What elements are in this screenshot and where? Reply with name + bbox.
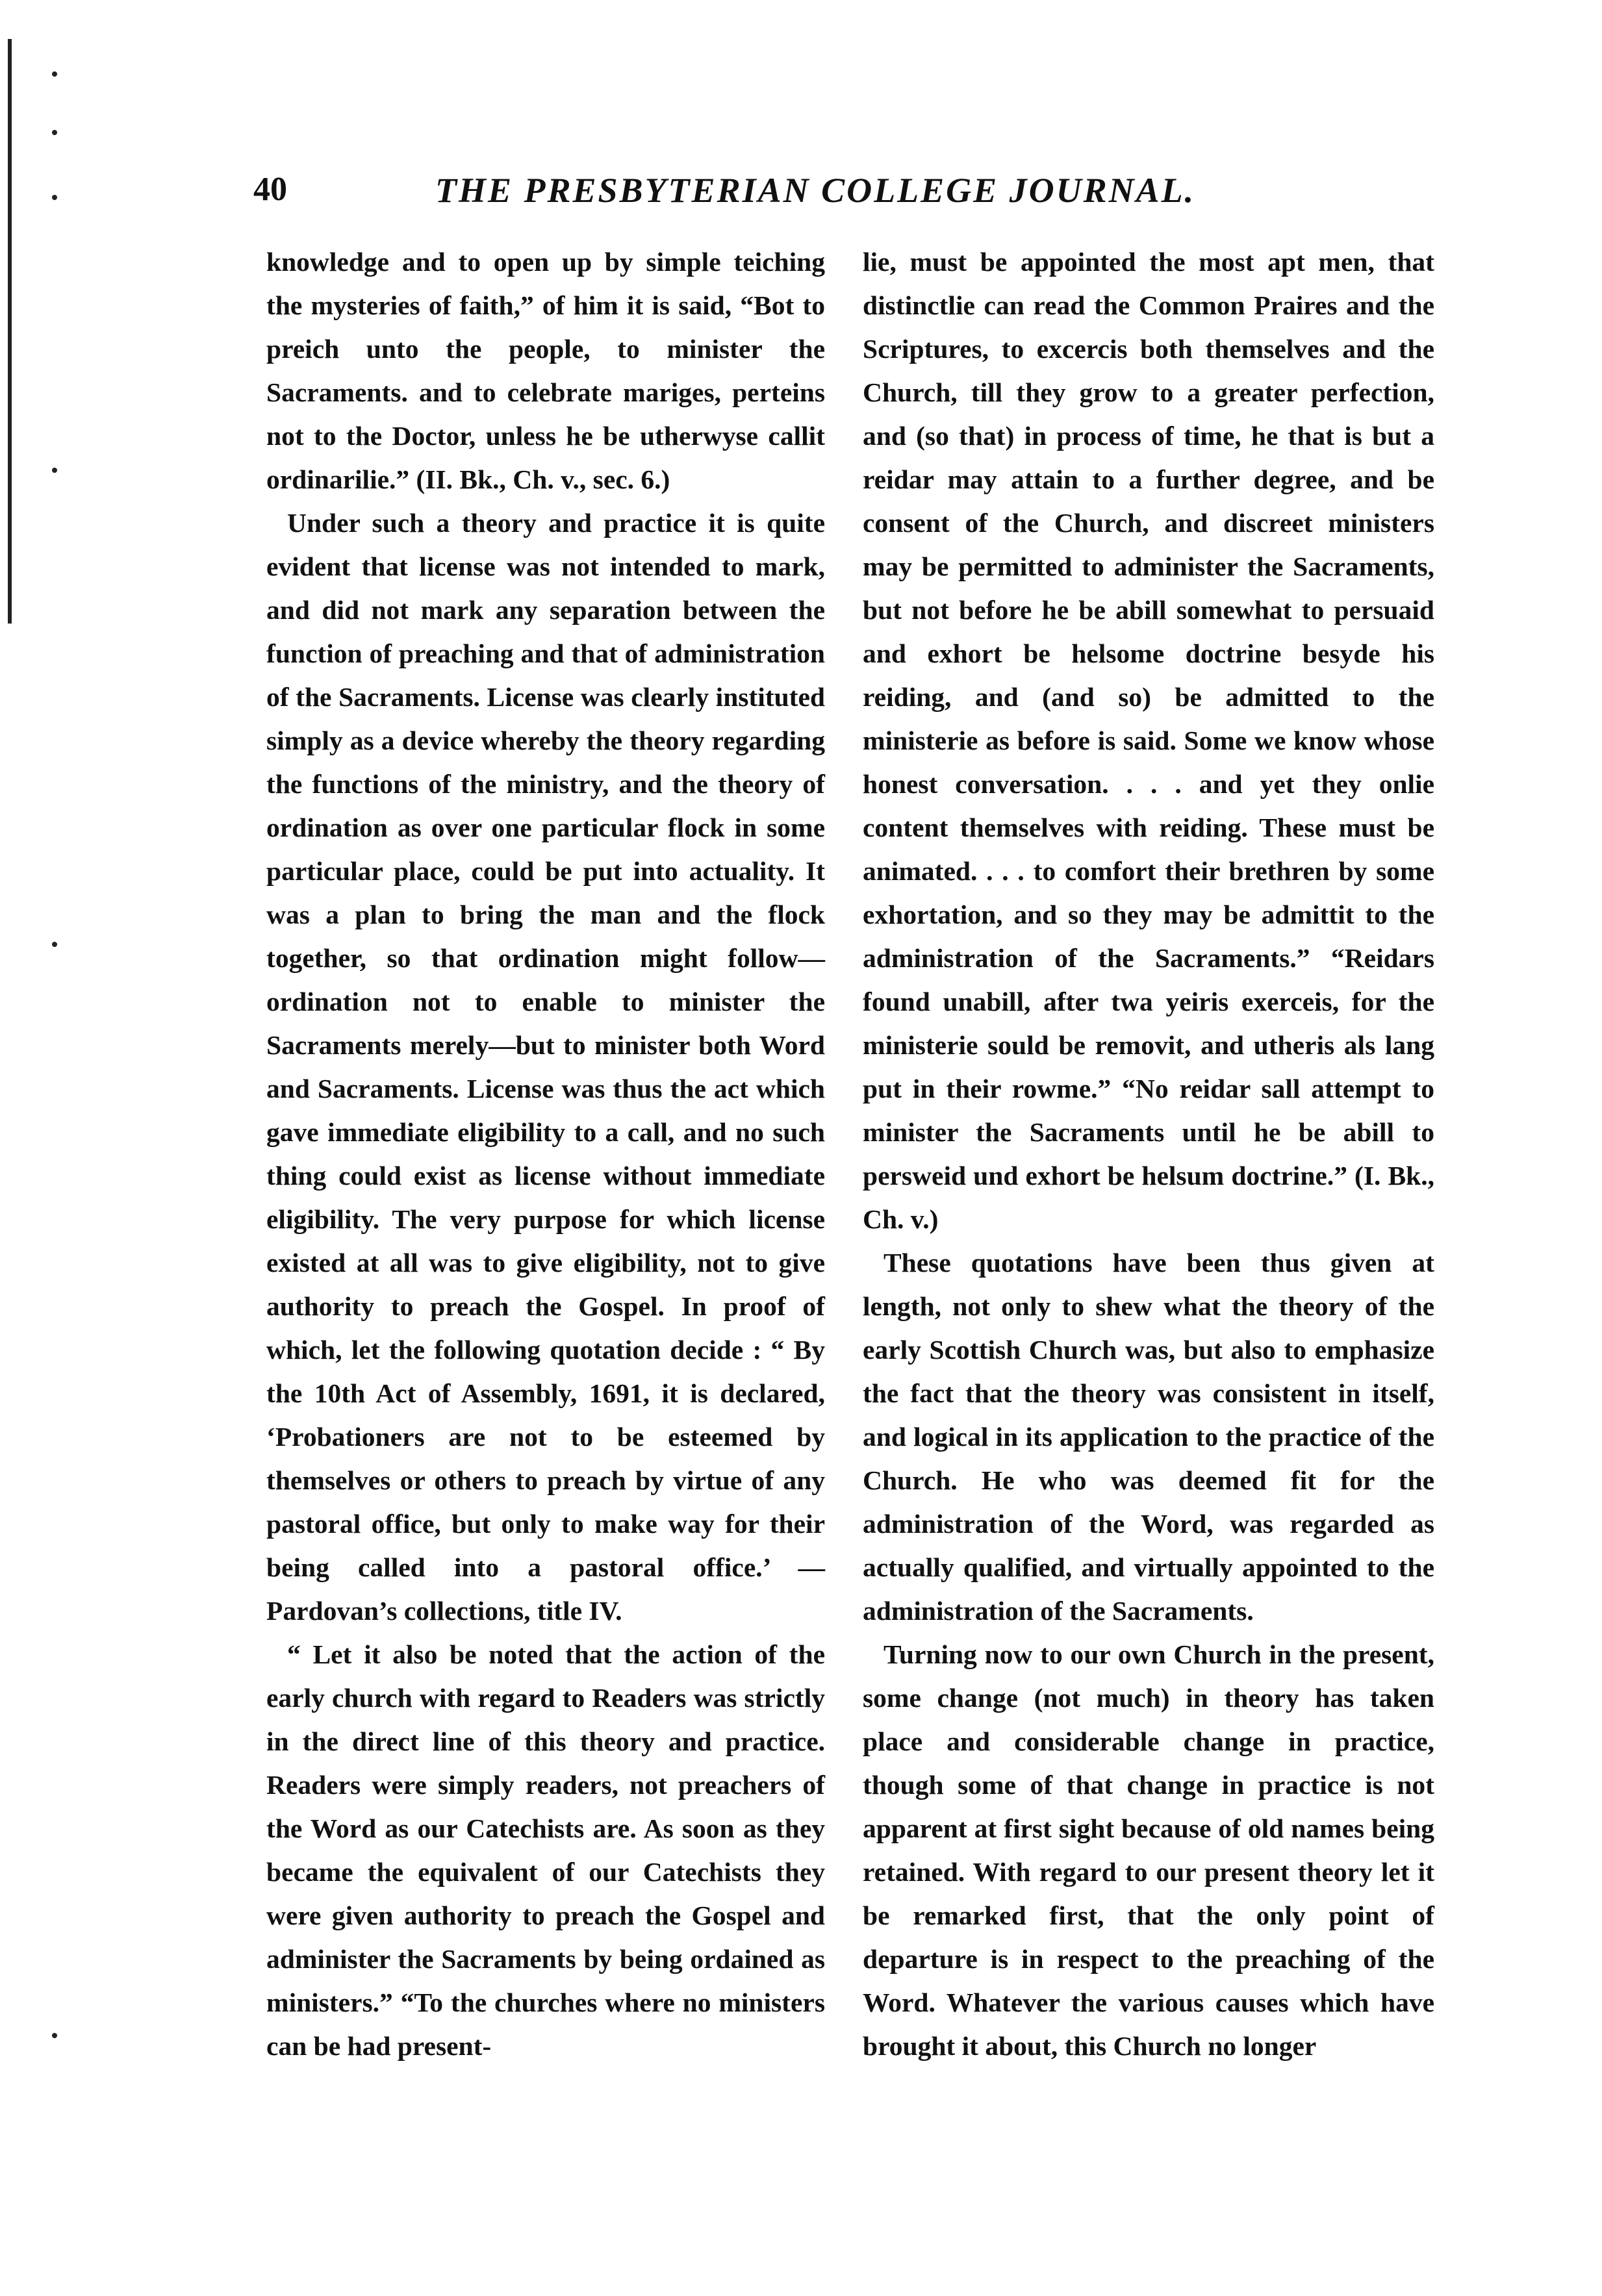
scan-speck: [52, 468, 57, 473]
scan-margin-marks: [0, 0, 39, 2296]
paragraph: Under such a theory and practice it is quite evident that license was not intended to mark, and did not mark any separation between the function of preaching and that of administration of the Sacraments. License was clearly instituted simply as a device whereby the theory regarding the functions of the ministry, and the theory of ordination as over one particular flock in some particular place, could be put into actuality. It was a plan to bring the man and the flock together, so that ordination might follow—ordination not to enable to minister the Sacraments merely—but to minister both Word and Sacraments. License was thus the act which gave immediate eligibility to a call, and no such thing could exist as license without immediate eligibility. The very purpose for which license existed at all was to give eligibility, not to give authority to preach the Gospel. In proof of which, let the following quotation decide : “ By the 10th Act of Assembly, 1691, it is declared, ‘Probationers are not to be esteemed by themselves or others to preach by virtue of any pastoral office, but only to make way for their being called into a pastoral office.’ — Pardovan’s collections, title IV.: [266, 508, 825, 1626]
scan-speck: [52, 71, 57, 77]
running-head: [253, 170, 1228, 222]
left-column: [266, 240, 825, 2068]
right-column: [863, 240, 1434, 2068]
scan-speck: [52, 195, 57, 200]
page-number: 40: [253, 171, 287, 208]
scan-speck: [52, 130, 57, 135]
scan-edge-bar: [8, 39, 12, 624]
paragraph: lie, must be appointed the most apt men, that distinctlie can read the Common Praires and the Scriptures, to excercis both themselves and the Church, till they grow to a greater perfection, and (so that) in process of time, he that is but a reidar may attain to a further degree, and be consent of the Church, and discreet ministers may be permitted to administer the Sacraments, but not before he be abill somewhat to persuaid and exhort be helsome doctrine besyde his reiding, and (and so) be admitted to the ministerie as before is said. Some we know whose honest conversation. . . . and yet they onlie content themselves with reiding. These must be animated. . . . to comfort their brethren by some exhortation, and so they may be admittit to the administration of the Sacraments.” “Reidars found unabill, after twa yeiris exerceis, for the ministerie sould be removit, and utheris als lang put in their rowme.” “No reidar sall attempt to minister the Sacraments until he be abill to persweid und exhort be helsum doctrine.” (I. Bk., Ch. v.): [863, 247, 1434, 1234]
paragraph: These quotations have been thus given at length, not only to shew what the theory of the early Scottish Church was, but also to emphasize the fact that the theory was consistent in itself, and logical in its application to the practice of the Church. He who was deemed fit for the administration of the Word, was regarded as actually qualified, and virtually appointed to the administration of the Sacraments.: [863, 1248, 1434, 1626]
scan-speck: [52, 2033, 57, 2038]
paragraph: Turning now to our own Church in the present, some change (not much) in theory has taken place and considerable change in practice, though some of that change in practice is not apparent at first sight because of old names being retained. With regard to our present theory let it be remarked first, that the only point of departure is in respect to the preaching of the Word. Whatever the various causes which have brought it about, this Church no longer: [863, 1639, 1434, 2061]
scan-speck: [52, 942, 57, 947]
journal-title: THE PRESBYTERIAN COLLEGE JOURNAL.: [435, 171, 1196, 210]
paragraph: “ Let it also be noted that the action of the early church with regard to Readers was strictly in the direct line of this theory and practice. Readers were simply readers, not preachers of the Word as our Catechists are. As soon as they became the equivalent of our Catechists they were given authority to preach the Gospel and administer the Sacraments by being ordained as ministers.” “To the churches where no ministers can be had present-: [266, 1639, 825, 2061]
paragraph: knowledge and to open up by simple teiching the mysteries of faith,” of him it is said, “Bot to preich unto the people, to minister the Sacraments. and to celebrate mariges, perteins not to the Doctor, unless he be utherwyse callit ordinarilie.” (II. Bk., Ch. v., sec. 6.): [266, 247, 825, 494]
